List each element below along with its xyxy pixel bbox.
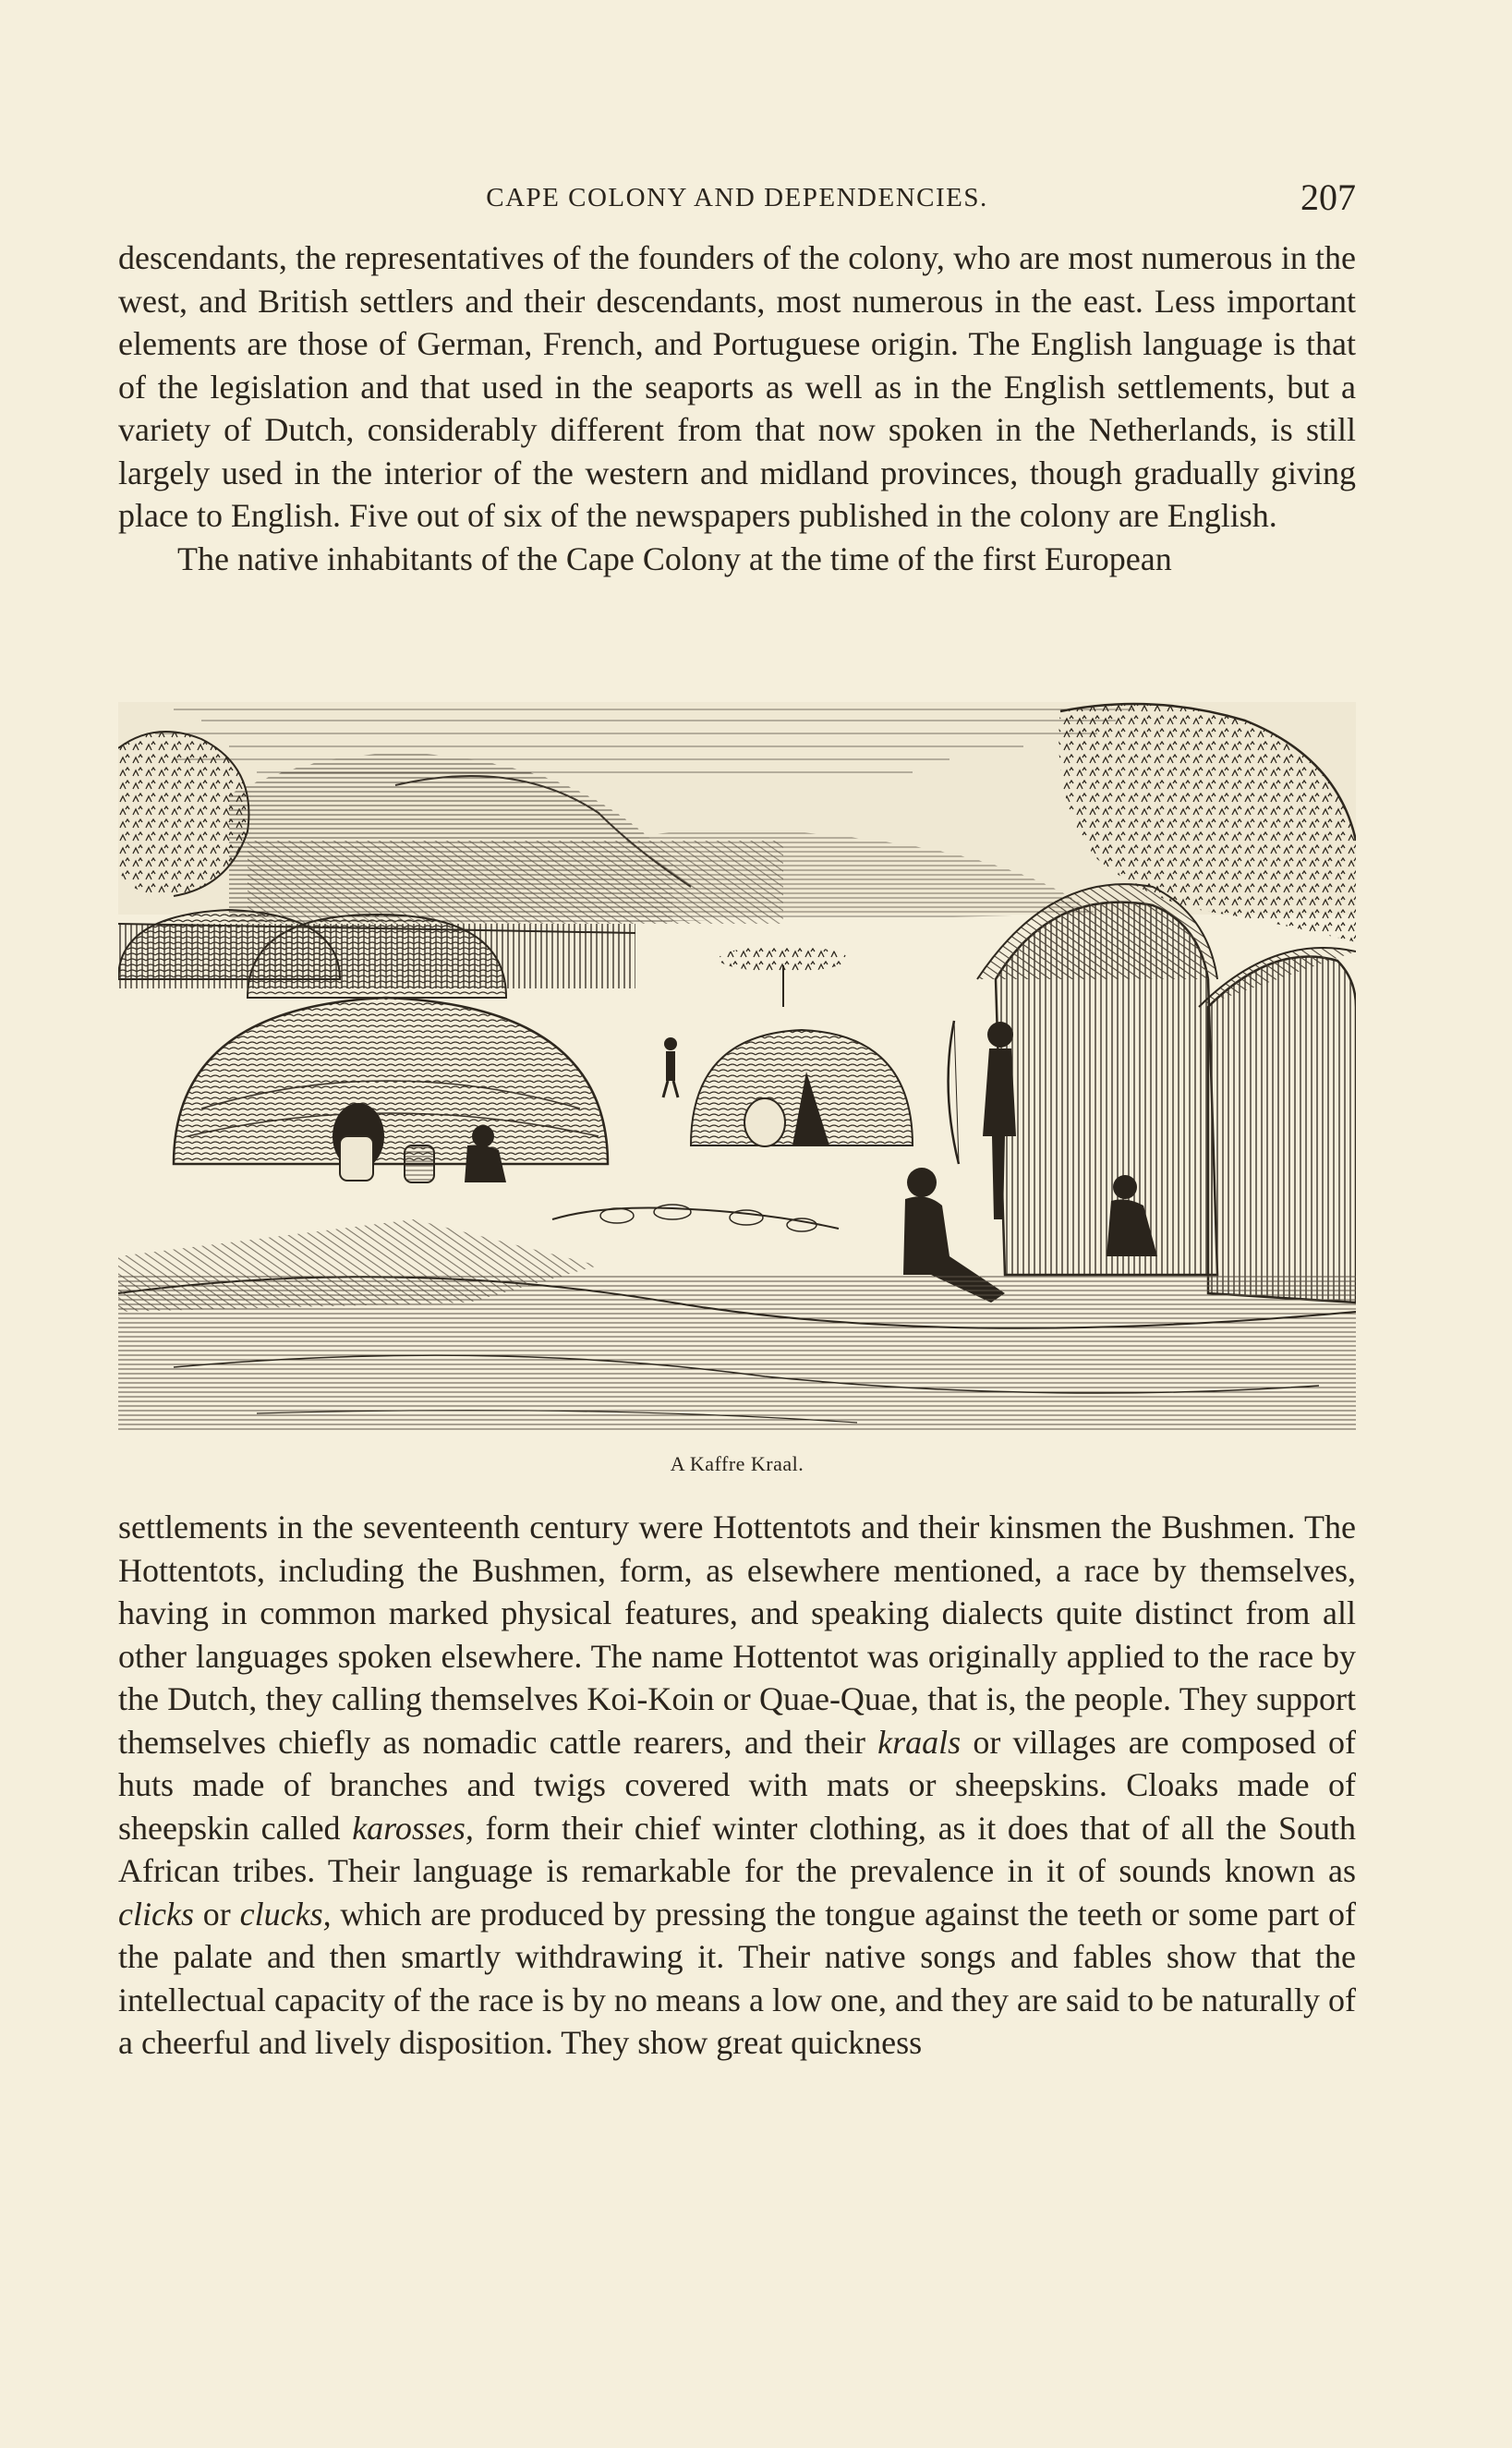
stones [552,1205,839,1231]
paragraph-2-opening: The native inhabitants of the Cape Colony at the time of the first European [177,539,1172,577]
paragraph-2-text-3: form their chief winter clothing, as it does that of all the South African tribes. Their language is remarkable for the prevalence in it of sounds known as [118,1809,1356,1889]
kraal-engraving [118,702,1356,1448]
italic-kraals: kraals [877,1723,962,1761]
paragraph-1-text: descendants, the representatives of the founders of the colony, who are most numerous in the west, and British settlers and their descendants, most numerous in the east. Less important elements are those of German, French, and Portuguese origin. The English language is that of the legislation and that used in the seaports as well as in the English settlements, but a variety of Dutch, considerably different from that now spoken in the Netherlands, is still largely used in the interior of the western and midland provinces, though gradually giving place to English. Five out of six of the newspapers published in the colony are English. [118,239,1356,534]
paragraph-1 [118,236,1356,580]
page-number: 207 [1300,176,1356,218]
italic-karosses: karosses, [352,1809,474,1847]
hut-front-left [174,998,608,1169]
hut-middle [691,1030,913,1146]
kraal-engraving-illustration [118,702,1356,1448]
paragraph-2-text-2: or villages are composed of huts made of branches and twigs covered with mats or sheepskins. Cloaks made of sheepskin called [118,1723,1356,1847]
figure-caption: A Kaffre Kraal. [670,1452,804,1475]
paragraph-2-text-5: which are produced by pressing the tongue against the teeth or some part of the palate and then smartly withdrawing it. Their native songs and fables show that the intellectual capacity of the race is by no means a low one, and they are said to be naturally of a cheerful and lively disposition. They show great quickness [118,1895,1356,2061]
acacia-tree [719,946,848,1007]
italic-clucks: clucks, [239,1895,332,1933]
distant-figure [663,1037,678,1097]
hut-right-tall [977,884,1217,1275]
hut-right-far [1199,948,1356,1303]
paragraph-2-text-4: or [193,1895,240,1933]
running-head: CAPE COLONY AND DEPENDENCIES. [486,183,988,212]
page-header [118,176,1356,222]
italic-clicks: clicks [118,1895,194,1933]
paragraph-2 [118,1506,1356,2065]
paragraph-2-text-1: settlements in the seventeenth century were Hottentots and their kinsmen the Bushmen. The Hottentots, including the Bushmen, form, as elsewhere mentioned, a race by themselves, having in common marked physical features, and speaking dialects quite distinct from all other languages spoken elsewhere. The name Hottentot was originally applied to the race by the Dutch, they calling themselves Koi-Koin or Quae-Quae, that is, the people. They support themselves chiefly as nomadic cattle rearers, and their [118,1509,1356,1761]
